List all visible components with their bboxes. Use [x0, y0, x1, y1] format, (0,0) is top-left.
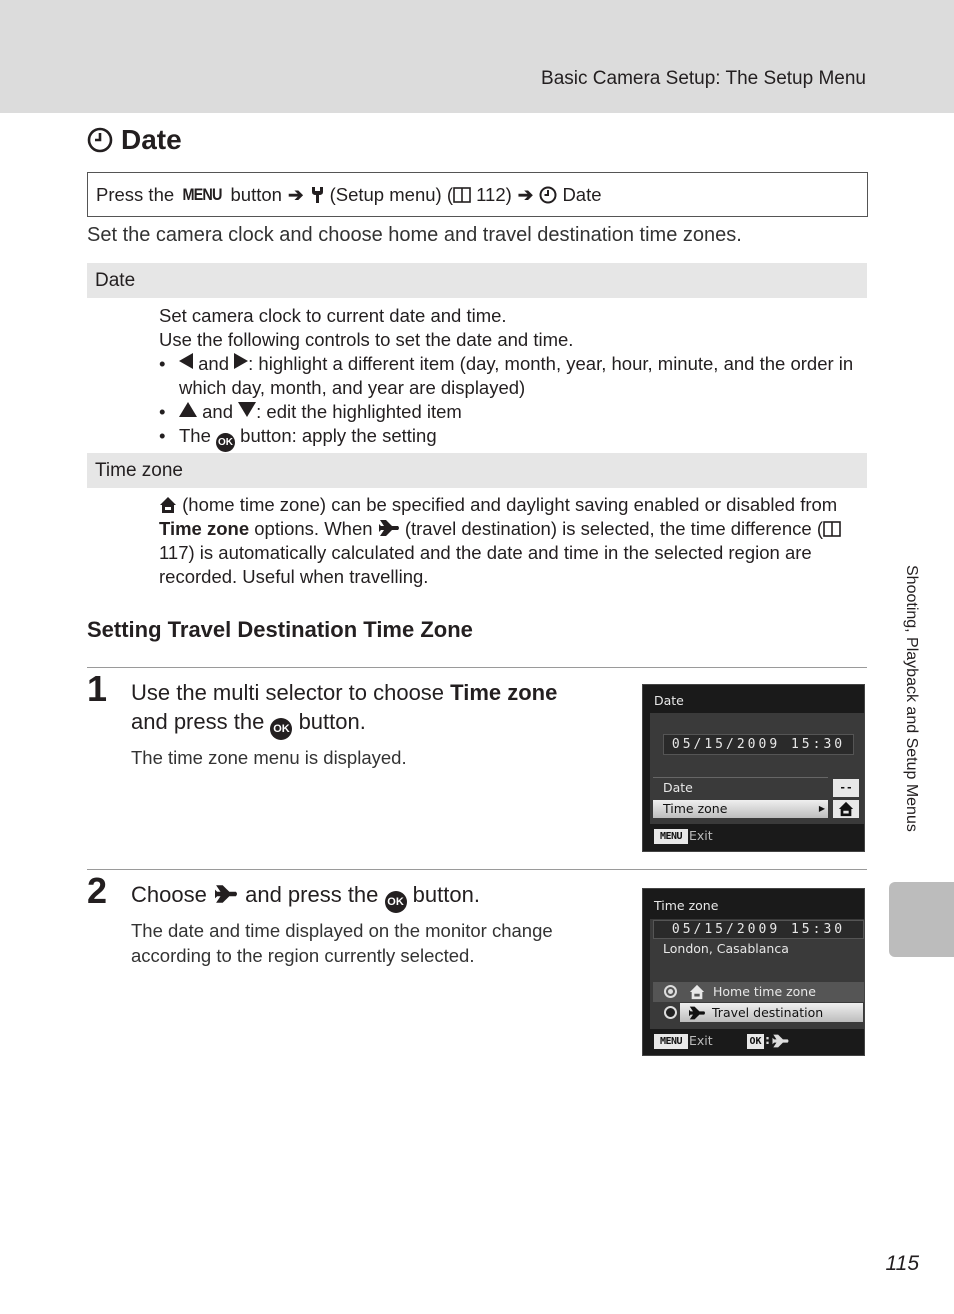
list-item — [159, 400, 859, 424]
airplane-icon — [213, 883, 239, 905]
timezone-row-heading: Time zone — [87, 453, 867, 488]
screen-item-timezone-label: Time zone — [663, 801, 728, 816]
home-icon — [159, 496, 177, 514]
tz-bold: Time zone — [159, 518, 250, 539]
right-arrow-icon — [234, 353, 248, 369]
tz-text2: options. When — [254, 518, 373, 539]
clock-icon — [539, 186, 557, 204]
side-tab-label: Shooting, Playback and Setup Menus — [903, 565, 920, 832]
screen-option-travel-label: Travel destination — [712, 1005, 824, 1020]
page-title — [87, 124, 182, 156]
screen-option-home-label: Home time zone — [713, 984, 816, 999]
ok-button-icon: OK — [270, 718, 292, 740]
screen-exit: Exit — [689, 1033, 713, 1048]
book-icon — [453, 187, 471, 203]
date-row-body — [159, 304, 859, 452]
menu-button-glyph: MENU — [654, 1034, 688, 1049]
date-controls-list — [159, 352, 859, 452]
page-title-text: Date — [121, 124, 182, 155]
divider — [653, 777, 828, 778]
screen-option-travel-hl — [680, 1003, 863, 1022]
the-text: The — [179, 425, 211, 446]
down-arrow-icon — [238, 402, 256, 417]
ok-button-icon: OK — [385, 891, 407, 913]
screen-badge: -- — [833, 779, 859, 797]
screen-datetime: 05/15/2009 15:30 — [663, 734, 854, 755]
arrow-icon: ➔ — [517, 183, 534, 205]
home-icon — [833, 800, 859, 818]
page-number: 115 — [885, 1252, 919, 1275]
screen-title: Time zone — [654, 898, 719, 913]
nav-button: button — [230, 183, 282, 205]
step2-title-post: button. — [412, 882, 480, 907]
ok-button-glyph: OK — [747, 1034, 764, 1049]
step1-title-post2: button. — [298, 709, 366, 734]
up-arrow-icon — [179, 402, 197, 417]
camera-screen-date — [642, 684, 865, 852]
step1-desc: The time zone menu is displayed. — [131, 747, 407, 768]
step-number: 2 — [87, 870, 108, 911]
camera-screen-timezone — [642, 888, 865, 1056]
tz-text1: (home time zone) can be specified and daylight saving enabled or disabled from — [182, 494, 838, 515]
menu-button-glyph: MENU — [654, 829, 688, 844]
screen-option-home — [653, 982, 864, 1002]
list-item — [159, 352, 859, 400]
and-text: and — [198, 353, 230, 374]
step2-title — [131, 880, 611, 913]
step2-title-mid: and press the — [245, 882, 379, 907]
date-row-heading: Date — [87, 263, 867, 298]
screen-datetime: 05/15/2009 15:30 — [653, 920, 864, 939]
screen-item-date: Date — [663, 780, 693, 795]
step2-title-pre: Choose — [131, 882, 207, 907]
airplane-icon — [771, 1033, 790, 1049]
nav-setup-menu: (Setup menu) ( — [329, 183, 453, 205]
step-number: 1 — [87, 668, 108, 709]
step1-title-pre: Use the multi selector to choose — [131, 680, 445, 705]
step1-title-bold: Time zone — [450, 680, 558, 705]
menu-path-box — [87, 172, 868, 217]
and-text: and — [202, 401, 234, 422]
header-band — [0, 0, 954, 113]
side-tab-marker — [889, 882, 954, 957]
nav-press-the: Press the — [96, 183, 175, 205]
ok-button-icon: OK — [216, 433, 235, 452]
bullet3-text: button: apply the setting — [240, 425, 437, 446]
radio-icon — [664, 1006, 677, 1019]
menu-button-glyph: MENU — [182, 184, 222, 204]
tz-text3: (travel destination) is selected, the time difference ( — [404, 518, 823, 539]
screen-city: London, Casablanca — [663, 941, 789, 956]
running-head: Basic Camera Setup: The Setup Menu — [541, 68, 866, 89]
airplane-icon — [688, 1005, 706, 1021]
bullet1-text: : highlight a different item (day, month, year, hour, minute, and the order in which day, month, and year are displayed) — [179, 353, 854, 398]
step1-title — [131, 678, 611, 740]
clock-icon — [87, 127, 113, 153]
radio-selected-icon — [664, 985, 677, 998]
section-title: Setting Travel Destination Time Zone — [87, 617, 473, 642]
screen-exit: Exit — [689, 828, 713, 843]
screen-option-travel — [653, 1003, 864, 1023]
bullet2-text: : edit the highlighted item — [256, 401, 462, 422]
divider — [87, 869, 867, 870]
left-arrow-icon — [179, 353, 193, 369]
book-icon — [823, 521, 841, 537]
date-line1: Set camera clock to current date and time. — [159, 305, 507, 326]
home-icon — [689, 984, 705, 1000]
arrow-icon: ➔ — [287, 183, 304, 205]
timezone-row-body — [159, 493, 859, 589]
date-line2: Use the following controls to set the date and time. — [159, 329, 574, 350]
divider — [87, 667, 867, 668]
nav-dest: Date — [562, 183, 602, 205]
intro-text: Set the camera clock and choose home and travel destination time zones. — [87, 224, 742, 246]
airplane-icon — [378, 518, 400, 538]
screen-item-timezone — [653, 800, 828, 818]
nav-page-ref: 112) — [476, 183, 512, 205]
chevron-right-icon: ▶ — [818, 804, 825, 813]
step1-title-post1: and press the — [131, 709, 265, 734]
list-item — [159, 424, 859, 452]
screen-title: Date — [654, 693, 684, 708]
wrench-icon — [311, 186, 324, 204]
tz-page-ref: 117) is automatically calculated and the date and time in the selected region are recorded. Useful when travelling. — [159, 542, 812, 587]
colon-separator: : — [765, 1032, 770, 1047]
step2-desc: The date and time displayed on the monitor change according to the region currently selected. — [131, 920, 553, 966]
